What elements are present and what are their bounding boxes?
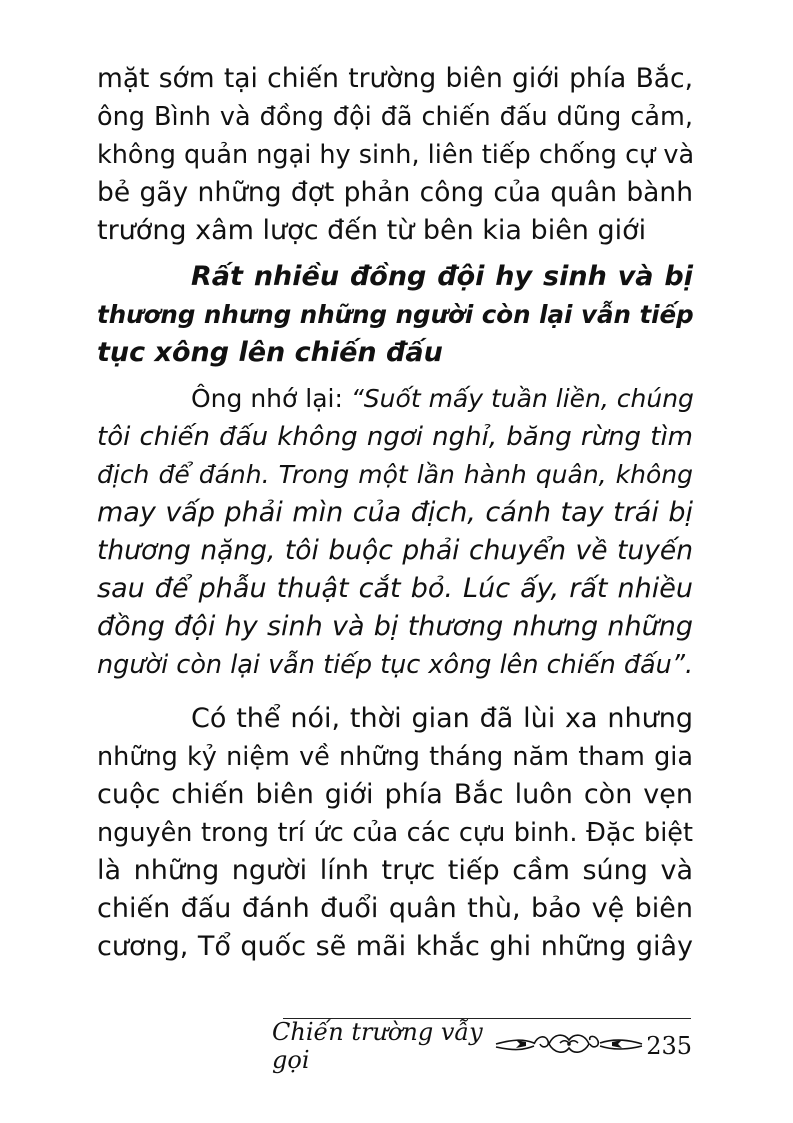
decorative-flourish-icon [494,1031,644,1061]
quote-line [97,456,693,494]
line-text: tôi chiến đấu không ngơi nghỉ, băng rừng tìm [97,422,693,452]
line-text: bẻ gãy những đợt phản công của quân bành [97,177,693,208]
paragraph-line [97,700,693,738]
paragraph-line [97,98,693,136]
line-text: thương nhưng những người còn lại vẫn tiếp [97,300,694,329]
line-text: trướng xâm lược đến từ bên kia biên giới [97,215,647,246]
quote-line [97,570,693,608]
line-text: địch để đánh. Trong một lần hành quân, không [97,460,693,489]
line-text: cuộc chiến biên giới phía Bắc luôn còn vẹn [97,779,693,810]
paragraph-line [97,212,693,250]
line-text: thương nặng, tôi buộc phải chuyển về tuyến [97,535,693,566]
quote-lead: Ông nhớ lại: [191,384,351,413]
quote-line [97,646,693,684]
line-text: Rất nhiều đồng đội hy sinh và bị [191,261,693,292]
subheading-line [97,258,693,296]
line-text: là những người lính trực tiếp cầm súng và [97,855,693,886]
page-footer [272,1018,692,1074]
line-text: những kỷ niệm về những tháng năm tham gia [97,742,693,772]
line-text: nguyên trong trí ức của các cựu binh. Đặc biệt [97,818,693,848]
line-text: chiến đấu đánh đuổi quân thù, bảo vệ biên [97,893,693,924]
line-text: Có thể nói, thời gian đã lùi xa nhưng [191,703,693,734]
subheading-line [97,296,693,334]
paragraph-line [97,174,693,212]
paragraph-line [97,136,693,174]
paragraph-line [97,852,693,890]
quote-line [97,532,693,570]
quote-line [97,608,693,646]
line-text: mặt sớm tại chiến trường biên giới phía Bắc, [97,63,693,94]
paragraph-line [97,60,693,98]
running-title: Chiến trường vẫy gọi [272,1018,483,1074]
paragraph-line [97,890,693,928]
line-text: sau để phẫu thuật cắt bỏ. Lúc ấy, rất nhiều [97,573,693,604]
paragraph-line [97,814,693,852]
page-number: 235 [646,1032,692,1060]
subheading-line [97,334,693,372]
quote-line [97,418,693,456]
quote-line [97,494,693,532]
paragraph-line [97,928,693,966]
line-text: đồng đội hy sinh và bị thương nhưng những [97,611,693,642]
line-text: tục xông lên chiến đấu [97,337,443,368]
line-text: không quản ngại hy sinh, liên tiếp chống cự và [97,140,695,170]
line-text: người còn lại vẫn tiếp tục xông lên chiến đấu”. [97,650,694,680]
paragraph-line [97,738,693,776]
line-text: ông Bình và đồng đội đã chiến đấu dũng cảm, [97,102,693,132]
quote-text: “Suốt mấy tuần liền, chúng [350,384,694,413]
line-text: may vấp phải mìn của địch, cánh tay trái bị [97,497,693,528]
paragraph-line [97,776,693,814]
quote-first-line [97,380,693,418]
line-text: cương, Tổ quốc sẽ mãi khắc ghi những giây [97,931,693,962]
